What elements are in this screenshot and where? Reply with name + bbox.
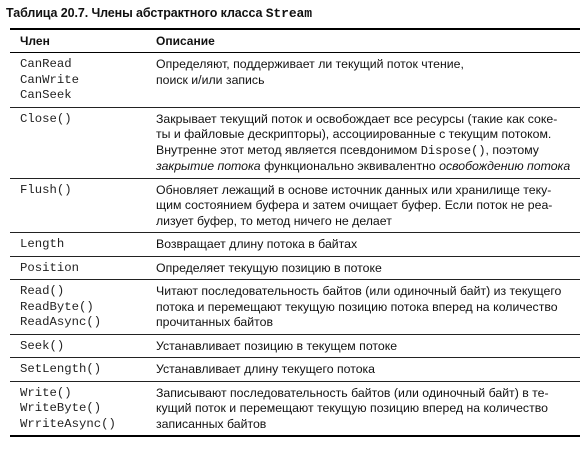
description-cell <box>156 57 580 88</box>
member-cell <box>10 237 156 253</box>
header-member: Член <box>20 34 50 48</box>
member-name: Seek() <box>20 338 65 353</box>
member-cell <box>10 261 156 277</box>
member-cell <box>10 112 156 128</box>
member-cell <box>10 183 156 199</box>
table-row <box>10 335 580 359</box>
member-name: CanRead <box>20 57 72 71</box>
member-cell <box>10 57 156 104</box>
table-header <box>10 30 580 53</box>
description-text: Внутренне этот метод является псевдонимом <box>156 142 421 157</box>
table-row <box>10 382 580 436</box>
member-cell <box>10 339 156 355</box>
description-cell <box>156 339 580 355</box>
member-name: WrriteAsync() <box>20 416 116 431</box>
member-name: ReadAsync() <box>20 315 102 329</box>
description-line: Определяют, поддерживает ли текущий поток чтение, <box>156 57 464 71</box>
description-line: Устанавливает позицию в текущем потоке <box>156 338 398 353</box>
member-name: CanSeek <box>20 88 72 102</box>
member-name: CanWrite <box>20 72 80 87</box>
table-row <box>10 53 580 108</box>
member-name: SetLength() <box>20 362 102 376</box>
italic-term: освобождению потока <box>439 159 571 173</box>
description-line: кущий поток и перемещают текущую позицию вперед на количество <box>156 401 548 415</box>
description-line: Определяет текущую позицию в потоке <box>156 260 382 275</box>
description-cell <box>156 362 580 378</box>
table-row <box>10 108 580 179</box>
member-name: ReadByte() <box>20 299 94 314</box>
italic-term: закрытие потока <box>156 159 261 173</box>
member-name: Close() <box>20 111 72 126</box>
header-description: Описание <box>156 34 215 48</box>
table-row <box>10 358 580 382</box>
description-line: прочитанных байтов <box>156 315 273 329</box>
description-cell <box>156 112 580 175</box>
description-cell <box>156 183 580 230</box>
description-text: функционально эквивалентно <box>260 159 440 173</box>
description-line: ты и файловые дескрипторы), ассоциированные с текущим потоком. <box>156 127 552 141</box>
stream-members-table <box>10 28 580 437</box>
table-row <box>10 179 580 234</box>
caption-title: Таблица 20.7. Члены абстрактного класса <box>6 6 266 20</box>
member-name: Flush() <box>20 182 72 197</box>
description-line <box>156 143 574 160</box>
member-cell <box>10 386 156 433</box>
member-name: WriteByte() <box>20 401 102 415</box>
inline-code-dispose: Dispose() <box>420 143 486 158</box>
description-cell <box>156 284 580 331</box>
description-line: записанных байтов <box>156 416 267 431</box>
member-cell <box>10 362 156 378</box>
table-row <box>10 233 580 257</box>
description-cell <box>156 386 580 433</box>
description-text: , поэтому <box>485 142 539 157</box>
description-cell <box>156 237 580 253</box>
description-line: Возвращает длину потока в байтах <box>156 237 358 251</box>
table-caption <box>6 6 312 21</box>
member-name: Write() <box>20 385 72 400</box>
description-line: потока и перемещают текущую позицию потока вперед на количество <box>156 299 558 314</box>
description-line: лизует буфер, то метод ничего не делает <box>156 213 392 228</box>
description-line: Читают последовательность байтов (или одиночный байт) из текущего <box>156 284 562 298</box>
table-row <box>10 257 580 281</box>
description-line: поиск и/или запись <box>156 72 265 87</box>
description-line: Записывают последовательность байтов (или одиночный байт) в те- <box>156 385 549 400</box>
caption-class-name: Stream <box>265 6 312 21</box>
description-line <box>156 159 574 175</box>
member-name: Read() <box>20 284 65 298</box>
table-row <box>10 280 580 335</box>
description-line: Устанавливает длину текущего потока <box>156 362 376 376</box>
description-line: щим состоянием буфера и затем очищает буфер. Если поток не реа- <box>156 198 553 212</box>
member-name: Position <box>20 260 80 275</box>
member-name: Length <box>20 237 65 251</box>
member-cell <box>10 284 156 331</box>
description-line: Обновляет лежащий в основе источник данных или хранилище теку- <box>156 182 552 197</box>
description-line: Закрывает текущий поток и освобождает все ресурсы (такие как соке- <box>156 111 558 126</box>
description-cell <box>156 261 580 277</box>
